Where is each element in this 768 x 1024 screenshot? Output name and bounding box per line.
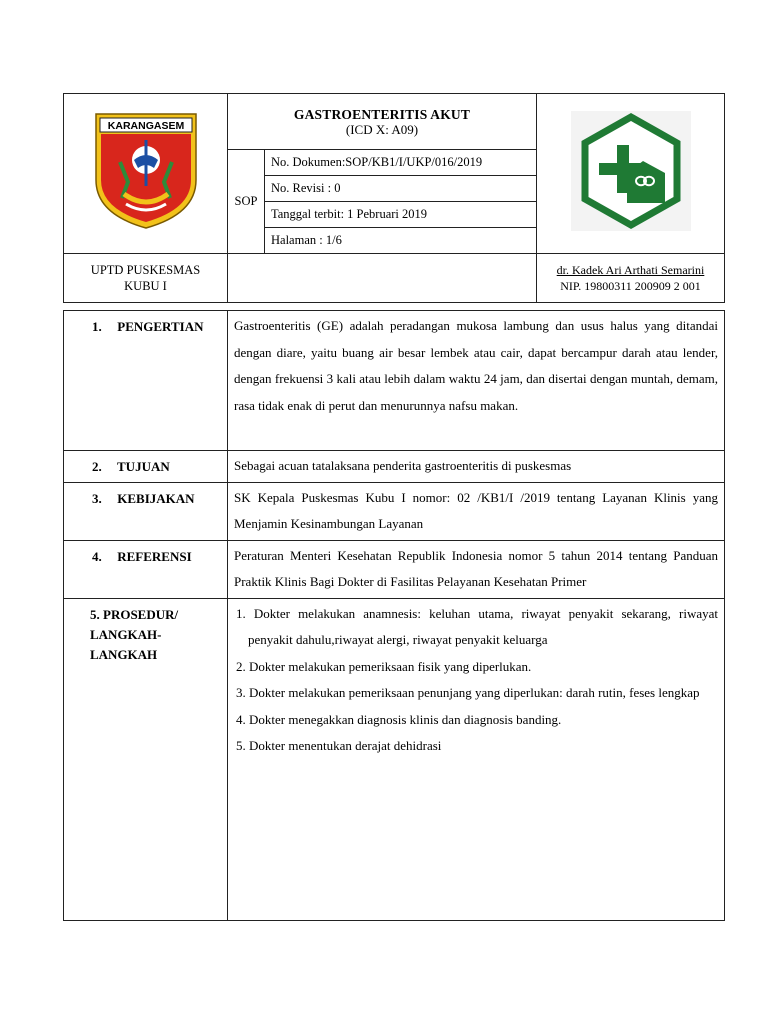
section-label-pengertian: 1. PENGERTIAN (64, 311, 228, 451)
empty-cell (228, 254, 537, 303)
sop-label: SOP (228, 150, 265, 254)
puskesmas-logo-cell (537, 94, 725, 254)
page-number: Halaman : 1/6 (265, 228, 537, 254)
procedure-step: 4. Dokter menegakkan diagnosis klinis dan diagnosis banding. (236, 711, 562, 727)
header-table (63, 93, 725, 303)
signer-nip: NIP. 19800311 200909 2 001 (560, 279, 701, 293)
section-text-tujuan: Sebagai acuan tatalaksana penderita gastroenteritis di puskesmas (228, 451, 725, 483)
procedure-step: 1. Dokter melakukan anamnesis: keluhan utama, riwayat penyakit sekarang, riwayat penyakit dahulu,riwayat alergi, riwayat penyakit keluarga (236, 605, 718, 647)
title-cell (228, 94, 537, 150)
procedure-step: 3. Dokter melakukan pemeriksaan penunjang yang diperlukan: darah rutin, feses lengkap (236, 685, 700, 700)
karangasem-emblem-icon (90, 110, 202, 232)
organization-line2: KUBU I (124, 279, 167, 293)
section-label-tujuan: 2. TUJUAN (64, 451, 228, 483)
procedure-step: 2. Dokter melakukan pemeriksaan fisik yang diperlukan. (236, 658, 532, 674)
revision-number: No. Revisi : 0 (265, 176, 537, 202)
signer-block (537, 254, 725, 303)
karangasem-logo-cell (64, 94, 228, 254)
procedure-list (234, 601, 718, 760)
section-label-prosedur: 5. PROSEDUR/ LANGKAH-LANGKAH (64, 598, 228, 920)
icd-code: (ICD X: A09) (345, 121, 419, 137)
section-text-referensi: Peraturan Menteri Kesehatan Republik Indonesia nomor 5 tahun 2014 tentang Panduan Praktik Klinis Bagi Dokter di Fasilitas Pelayanan Kesehatan Primer (228, 540, 725, 598)
doc-number: No. Dokumen:SOP/KB1/I/UKP/016/2019 (265, 150, 537, 176)
section-text-kebijakan: SK Kepala Puskesmas Kubu I nomor: 02 /KB1/I /2019 tentang Layanan Klinis yang Menjamin Kesinambungan Layanan (228, 482, 725, 540)
karangasem-logo-text: KARANGASEM (107, 120, 184, 132)
puskesmas-logo-icon (571, 111, 691, 231)
procedure-step: 5. Dokter menentukan derajat dehidrasi (236, 738, 442, 753)
organization-name (64, 254, 228, 303)
section-text-pengertian: Gastroenteritis (GE) adalah peradangan mukosa lambung dan usus halus yang ditandai dengan diare, yaitu buang air besar lembek atau cair, dapat bercampur darah atau lender, dengan frekuensi 3 kali atau lebih dalam waktu 24 jam, dan disertai dengan muntah, demam, rasa tidak enak di perut dan menurunnya nafsu makan. (228, 311, 725, 451)
procedure-steps (228, 598, 725, 920)
issue-date: Tanggal terbit: 1 Pebruari 2019 (265, 202, 537, 228)
section-label-kebijakan: 3. KEBIJAKAN (64, 482, 228, 540)
document-title: GASTROENTERITIS AKUT (293, 106, 471, 122)
section-label-referensi: 4. REFERENSI (64, 540, 228, 598)
sop-content-table (63, 310, 725, 921)
organization-line1: UPTD PUSKESMAS (90, 263, 201, 277)
signer-name: dr. Kadek Ari Arthati Semarini (556, 263, 705, 277)
